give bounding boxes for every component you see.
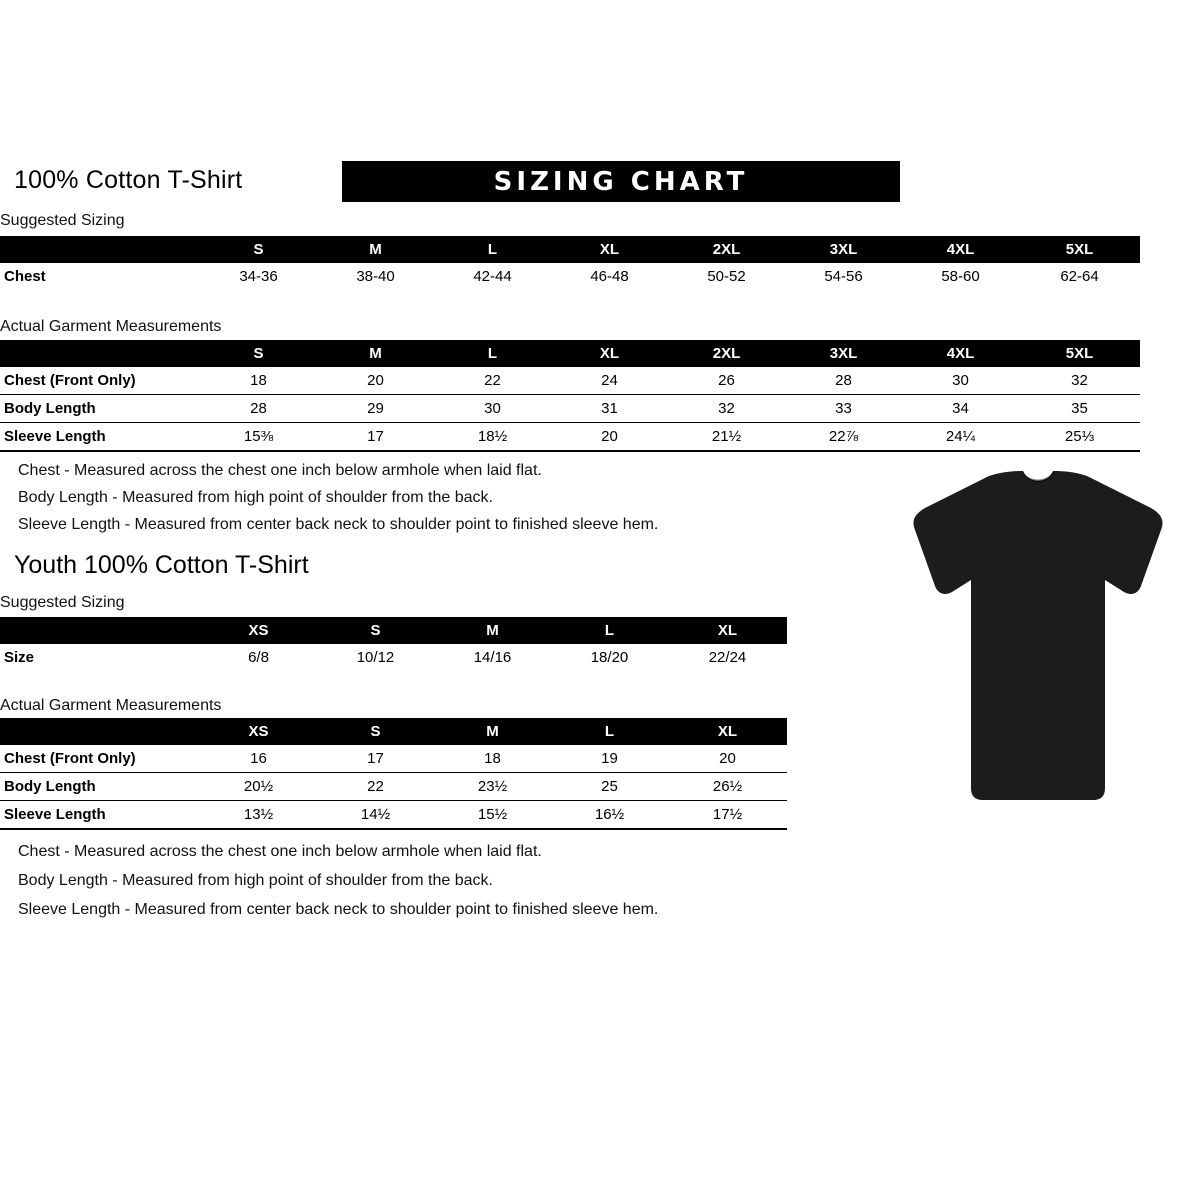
table-cell: 20½ bbox=[200, 773, 317, 801]
adult-actual-measurements-table bbox=[0, 340, 1140, 452]
header-cell: M bbox=[434, 718, 551, 745]
tshirt-icon bbox=[893, 470, 1183, 810]
youth-actual-measurements-label: Actual Garment Measurements bbox=[0, 697, 222, 714]
table-cell: 31 bbox=[551, 395, 668, 423]
table-row bbox=[0, 263, 1140, 290]
table-cell: 20 bbox=[317, 367, 434, 395]
table-cell: 32 bbox=[668, 395, 785, 423]
header-cell: M bbox=[317, 236, 434, 263]
row-label: Sleeve Length bbox=[0, 423, 200, 452]
table-cell: 22⅞ bbox=[785, 423, 902, 452]
table-row bbox=[0, 644, 787, 671]
row-label: Body Length bbox=[0, 773, 200, 801]
header-cell: 5XL bbox=[1019, 340, 1140, 367]
table-cell: 26½ bbox=[668, 773, 787, 801]
header-cell: M bbox=[434, 617, 551, 644]
table-cell: 34 bbox=[902, 395, 1019, 423]
header-cell: L bbox=[551, 718, 668, 745]
table-cell: 18 bbox=[434, 745, 551, 773]
header-cell: S bbox=[200, 236, 317, 263]
row-label: Sleeve Length bbox=[0, 801, 200, 830]
table-cell: 26 bbox=[668, 367, 785, 395]
table-row bbox=[0, 801, 787, 830]
table-cell: 10/12 bbox=[356, 649, 395, 666]
table-cell: 15⅜ bbox=[200, 423, 317, 452]
header-cell: 2XL bbox=[668, 236, 785, 263]
header-cell: XL bbox=[668, 718, 787, 745]
table-cell: 25⅓ bbox=[1019, 423, 1140, 452]
table-cell: 17½ bbox=[668, 801, 787, 830]
table-cell: 13½ bbox=[200, 801, 317, 830]
table-cell: 6/8 bbox=[248, 649, 269, 666]
table-cell: 18 bbox=[200, 367, 317, 395]
table-cell: 46-48 bbox=[590, 268, 629, 285]
table-cell: 62-64 bbox=[1060, 268, 1099, 285]
table-cell: 14/16 bbox=[473, 649, 512, 666]
table-cell: 20 bbox=[668, 745, 787, 773]
header-cell: XL bbox=[668, 617, 787, 644]
header-cell: 2XL bbox=[668, 340, 785, 367]
row-label: Body Length bbox=[0, 395, 200, 423]
header-cell: L bbox=[434, 340, 551, 367]
header-cell: L bbox=[434, 236, 551, 263]
adult-note-chest: Chest - Measured across the chest one inch below armhole when laid flat. bbox=[18, 462, 542, 479]
table-cell: 22 bbox=[317, 773, 434, 801]
header-cell bbox=[0, 340, 200, 367]
header-cell bbox=[0, 617, 200, 644]
header-cell bbox=[0, 236, 200, 263]
adult-suggested-sizing-label: Suggested Sizing bbox=[0, 212, 125, 229]
table-row bbox=[0, 773, 787, 801]
sizing-chart-banner bbox=[342, 161, 900, 202]
row-label: Chest (Front Only) bbox=[0, 367, 200, 395]
header-cell: 4XL bbox=[902, 236, 1019, 263]
row-label: Chest (Front Only) bbox=[0, 745, 200, 773]
row-label: Size bbox=[4, 649, 35, 666]
table-cell: 50-52 bbox=[707, 268, 746, 285]
table-row bbox=[0, 745, 787, 773]
table-header-row bbox=[0, 617, 787, 644]
table-cell: 25 bbox=[551, 773, 668, 801]
table-cell: 23½ bbox=[434, 773, 551, 801]
table-cell: 18½ bbox=[434, 423, 551, 452]
table-cell: 35 bbox=[1019, 395, 1140, 423]
table-cell: 32 bbox=[1019, 367, 1140, 395]
tshirt-product-image bbox=[893, 470, 1183, 810]
adult-suggested-sizing-table bbox=[0, 236, 1140, 290]
youth-note-body-length: Body Length - Measured from high point of shoulder from the back. bbox=[18, 872, 493, 889]
youth-suggested-sizing-label: Suggested Sizing bbox=[0, 594, 125, 611]
table-cell: 30 bbox=[902, 367, 1019, 395]
table-cell: 54-56 bbox=[824, 268, 863, 285]
table-cell: 24 bbox=[551, 367, 668, 395]
table-cell: 18/20 bbox=[590, 649, 629, 666]
table-cell: 14½ bbox=[317, 801, 434, 830]
adult-note-body-length: Body Length - Measured from high point of shoulder from the back. bbox=[18, 489, 493, 506]
sizing-chart-banner-label: SIZING CHART bbox=[493, 166, 749, 197]
table-cell: 30 bbox=[434, 395, 551, 423]
header-cell: XS bbox=[200, 718, 317, 745]
table-cell: 24¼ bbox=[902, 423, 1019, 452]
table-cell: 42-44 bbox=[473, 268, 512, 285]
table-cell: 15½ bbox=[434, 801, 551, 830]
youth-suggested-sizing-table bbox=[0, 617, 787, 671]
header-cell: XS bbox=[200, 617, 317, 644]
table-cell: 20 bbox=[551, 423, 668, 452]
table-cell: 22/24 bbox=[708, 649, 747, 666]
table-cell: 38-40 bbox=[356, 268, 395, 285]
table-cell: 58-60 bbox=[941, 268, 980, 285]
table-cell: 16 bbox=[200, 745, 317, 773]
table-row bbox=[0, 395, 1140, 423]
header-cell: 5XL bbox=[1019, 236, 1140, 263]
youth-section-title: Youth 100% Cotton T-Shirt bbox=[14, 551, 309, 579]
adult-actual-measurements-label: Actual Garment Measurements bbox=[0, 318, 222, 335]
header-cell: S bbox=[317, 718, 434, 745]
table-header-row bbox=[0, 340, 1140, 367]
header-cell: 4XL bbox=[902, 340, 1019, 367]
table-header-row bbox=[0, 236, 1140, 263]
header-cell: XL bbox=[551, 340, 668, 367]
table-cell: 22 bbox=[434, 367, 551, 395]
table-cell: 29 bbox=[317, 395, 434, 423]
header-cell: XL bbox=[551, 236, 668, 263]
table-header-row bbox=[0, 718, 787, 745]
table-cell: 19 bbox=[551, 745, 668, 773]
header-cell: 3XL bbox=[785, 236, 902, 263]
header-cell: 3XL bbox=[785, 340, 902, 367]
table-cell: 33 bbox=[785, 395, 902, 423]
table-cell: 34-36 bbox=[239, 268, 278, 285]
table-cell: 17 bbox=[317, 423, 434, 452]
table-row bbox=[0, 423, 1140, 452]
youth-actual-measurements-table bbox=[0, 718, 787, 830]
table-row bbox=[0, 367, 1140, 395]
table-cell: 28 bbox=[200, 395, 317, 423]
table-cell: 28 bbox=[785, 367, 902, 395]
adult-section-title: 100% Cotton T-Shirt bbox=[14, 166, 243, 194]
row-label: Chest bbox=[4, 268, 46, 285]
header-cell bbox=[0, 718, 200, 745]
youth-note-chest: Chest - Measured across the chest one inch below armhole when laid flat. bbox=[18, 843, 542, 860]
header-cell: L bbox=[551, 617, 668, 644]
header-cell: S bbox=[317, 617, 434, 644]
table-cell: 16½ bbox=[551, 801, 668, 830]
header-cell: M bbox=[317, 340, 434, 367]
table-cell: 17 bbox=[317, 745, 434, 773]
adult-note-sleeve-length: Sleeve Length - Measured from center back neck to shoulder point to finished sleeve hem. bbox=[18, 516, 659, 533]
header-cell: S bbox=[200, 340, 317, 367]
youth-note-sleeve-length: Sleeve Length - Measured from center back neck to shoulder point to finished sleeve hem. bbox=[18, 901, 659, 918]
table-cell: 21½ bbox=[668, 423, 785, 452]
